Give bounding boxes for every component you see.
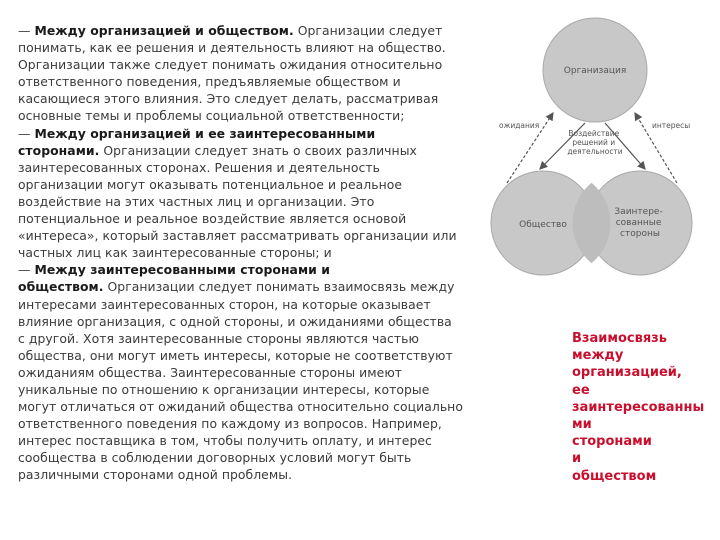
relationship-heading: сторонами. bbox=[18, 142, 100, 158]
body-line bbox=[18, 125, 483, 142]
body-line bbox=[18, 193, 483, 210]
body-line-text: Организации следует понимать взаимосвязь между bbox=[103, 279, 455, 295]
body-line bbox=[18, 432, 483, 449]
body-line-text: потенциальное и реальное воздействие является основой bbox=[18, 211, 407, 227]
body-line-text: различными сторонами одной проблемы. bbox=[18, 467, 293, 483]
body-line bbox=[18, 159, 483, 176]
caption-line: заинтересованны bbox=[572, 399, 705, 415]
body-line-text: могут отличаться от ожиданий общества относительно социально bbox=[18, 399, 463, 415]
body-line bbox=[18, 107, 483, 124]
body-line-text: интерес поставщика в том, чтобы получить оплату, и интерес bbox=[18, 433, 432, 449]
body-line bbox=[18, 261, 483, 278]
body-line bbox=[18, 73, 483, 90]
dash-prefix: — bbox=[18, 23, 35, 38]
interests-label: интересы bbox=[652, 121, 691, 130]
organization-label: Организация bbox=[563, 66, 627, 76]
body-line-text: понимать, как ее решения и деятельность влияют на общество. bbox=[18, 40, 446, 56]
body-line bbox=[18, 364, 483, 381]
body-line-text: с другой. Хотя заинтересованные стороны являются частью bbox=[18, 330, 420, 346]
body-line-text: организации могут оказывать потенциальное и реальное bbox=[18, 176, 403, 192]
body-line-text: воздействие на этих частных лиц и организации. Это bbox=[18, 193, 375, 209]
body-line-text: сообщества в соблюдении договорных условий могут быть bbox=[18, 450, 412, 466]
caption-line: и bbox=[572, 451, 582, 467]
body-line bbox=[18, 210, 483, 227]
body-line bbox=[18, 330, 483, 347]
expectations-label: ожидания bbox=[499, 121, 540, 130]
body-line-text: ожиданиям общества. Заинтересованные стороны имеют bbox=[18, 364, 403, 380]
relationship-heading: обществом. bbox=[18, 279, 104, 295]
body-line bbox=[18, 398, 483, 415]
body-line bbox=[18, 347, 483, 364]
body-line bbox=[18, 244, 483, 261]
body-line-text: уникальные по отношению к организации интересы, которые bbox=[18, 381, 430, 397]
body-line-text: интересами заинтересованных сторон, на которые оказывает bbox=[18, 296, 431, 312]
body-line bbox=[18, 22, 483, 39]
dash-prefix: — bbox=[18, 262, 35, 278]
body-line bbox=[18, 278, 483, 295]
body-line-text: частных лиц как заинтересованные стороны; и bbox=[18, 245, 332, 261]
body-line-text: «интереса», который заставляет рассматривать организации или bbox=[18, 228, 457, 244]
body-line bbox=[18, 176, 483, 193]
caption-line: ее bbox=[572, 382, 590, 398]
body-line-text: влияние организация, с одной стороны, и ожиданиями общества bbox=[18, 313, 452, 329]
relationship-diagram bbox=[485, 15, 705, 290]
body-line-text: Организации следует знать о своих различных bbox=[99, 142, 417, 158]
body-line-text: основные темы и проблемы социальной ответственности; bbox=[18, 108, 405, 124]
body-line-text: ответственного поведения по каждому из вопросов. Например, bbox=[18, 416, 442, 432]
body-line-text: Организации следует bbox=[293, 23, 443, 38]
impact-label: Воздействие решений и деятельности bbox=[567, 129, 623, 156]
society-label: Общество bbox=[519, 220, 567, 230]
body-line bbox=[18, 466, 483, 483]
body-line bbox=[18, 56, 483, 73]
caption-line: Взаимосвязь bbox=[572, 331, 667, 346]
body-text bbox=[18, 22, 483, 484]
diagram-caption bbox=[572, 330, 712, 485]
body-line bbox=[18, 415, 483, 432]
relationship-heading: Между организацией и ее заинтересованными bbox=[34, 125, 376, 141]
body-line bbox=[18, 381, 483, 398]
body-line bbox=[18, 90, 483, 107]
caption-line: обществом bbox=[572, 468, 657, 484]
body-line bbox=[18, 39, 483, 56]
body-line bbox=[18, 296, 483, 313]
body-line bbox=[18, 142, 483, 159]
caption-line: сторонами bbox=[572, 434, 652, 450]
caption-line: ми bbox=[572, 417, 592, 433]
caption-line: организацией, bbox=[572, 365, 682, 381]
body-line bbox=[18, 449, 483, 466]
body-line bbox=[18, 227, 483, 244]
relationship-heading: Между организацией и обществом. bbox=[34, 23, 294, 38]
body-line-text: касающиеся этого влияния. Это следует делать, рассматривая bbox=[18, 91, 439, 107]
body-line-text: заинтересованных сторонах. Решения и деятельность bbox=[18, 159, 380, 175]
stakeholders-label: Заинтере- сованные стороны bbox=[614, 207, 663, 239]
body-line bbox=[18, 313, 483, 330]
body-line-text: ответственного поведения, предъявляемые обществом и bbox=[18, 74, 401, 90]
body-line-text: Организации также следует понимать ожидания относительно bbox=[18, 57, 443, 73]
relationship-heading: Между заинтересованными сторонами и bbox=[34, 262, 330, 278]
caption-line: между bbox=[572, 348, 624, 364]
body-line-text: общества, они могут иметь интересы, которые не соответствуют bbox=[18, 347, 453, 363]
dash-prefix: — bbox=[18, 125, 35, 141]
